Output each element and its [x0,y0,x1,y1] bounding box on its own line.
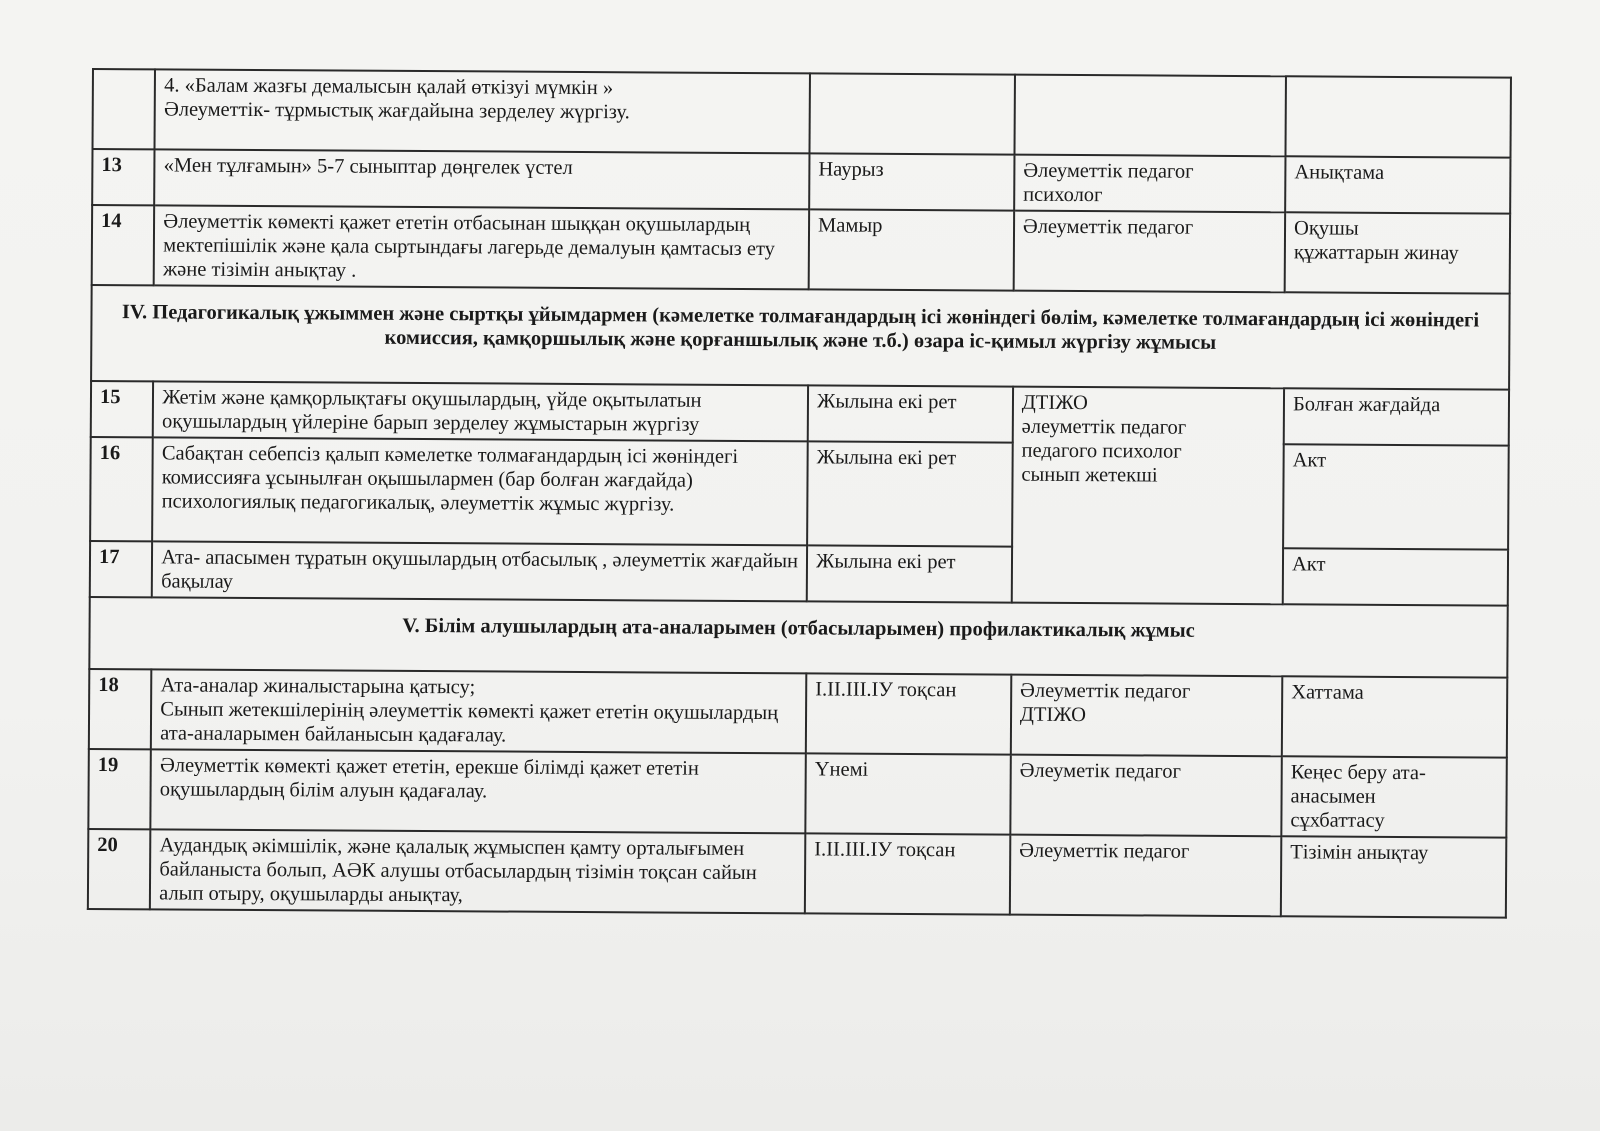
responsible-cell: Әлеуметтік педагог [1010,835,1282,917]
responsible-cell: Әлеуметтік педагог психолог [1014,155,1285,213]
responsible-cell [1014,75,1286,157]
table-row [90,437,1509,550]
task-cell: 4. «Балам жазғы демалысын қалай өткізуі мүмкін » Әлеуметтік- тұрмыстық жағдайына зерделеу жүргізу. [155,69,810,153]
result-cell: Хаттама [1282,676,1507,757]
result-cell: Акт [1283,444,1509,549]
time-cell: І.ІІ.ІІІ.ІУ тоқсан [806,673,1011,754]
table-row [90,541,1508,606]
task-cell: Әлеуметтік көмекті қажет ететін, ерекше білімді қажет ететін оқушылардың білім алуын қадағалау. [151,749,806,833]
task-cell: Аудандық әкімшілік, және қалалық жұмыспен қамту орталығымен байланыста болып, АӘК алушы отбасылардың тізімін тоқсан сайын алып отыру, оқушыларды анықтау, [150,829,805,913]
row-number-cell: 20 [88,829,151,909]
table-row [92,149,1510,214]
task-cell: Әлеуметтік көмекті қажет ететін отбасынан шыққан оқушылардың мектепішілік және қала сыртындағы лагерьде демалуын қамтасыз ету және тізімін анықтау . [154,205,809,289]
time-cell: Үнемі [805,753,1010,834]
row-number-cell: 19 [88,749,151,829]
task-cell: Ата-аналар жиналыстарына қатысу; Сынып жетекшілерінің әлеуметтік көмекті қажет ететін оқушылардың ата-аналарымен байланысын қадағалау. [151,669,806,753]
task-cell: «Мен тұлғамын» 5-7 сыныптар дөңгелек үстел [154,149,809,209]
task-cell: Ата- апасымен тұратын оқушылардың отбасылық , әлеуметтік жағдайын бақылау [152,541,807,601]
result-cell: Тізімін анықтау [1281,836,1506,917]
section-iv-title: IV. Педагогикалық ұжыммен және сыртқы ұйымдармен (кәмелетке толмағандардың ісі жөніндегі бөлім, кәмелетке толмағандардың ісі жөніндегі комиссия, қамқоршылық және қорғаншылық және т.б.) өзара іс-қимыл жүргізу жұмысы [91,285,1510,390]
row-number-cell: 16 [90,437,153,541]
task-cell: Сабақтан себепсіз қалып кәмелетке толмағандардың ісі жөніндегі комиссияға ұсынылған оқышылармен (бар болған жағдайда) психологиялық педагогикалық, әлеуметтік жұмыс жүргізу. [152,437,807,545]
table-row [91,381,1509,446]
time-cell: Жылына екі рет [808,385,1013,442]
row-number-cell: 18 [89,669,152,749]
result-cell: Болған жағдайда [1284,388,1509,445]
result-cell: Кеңес беру ата- анасымен сұхбаттасу [1281,756,1506,837]
table-row [93,69,1511,158]
row-number-cell [93,69,156,149]
result-cell: Оқушы құжаттарын жинау [1285,212,1510,293]
work-plan-table [87,68,1512,919]
row-number-cell: 14 [92,205,155,285]
table-row [89,669,1507,758]
shared-responsible-cell: ДТІЖО әлеуметтік педагог педагого психолог сынып жетекші [1012,387,1284,605]
time-cell: Мамыр [809,209,1014,290]
time-cell [810,73,1015,154]
time-cell: Наурыз [809,153,1014,210]
result-cell: Анықтама [1285,156,1510,213]
time-cell: І.ІІ.ІІІ.ІУ тоқсан [805,833,1010,914]
task-cell: Жетім және қамқорлықтағы оқушылардың, үйде оқытылатын оқушылардың үйлеріне барып зерделеу жұмыстарын жүргізу [153,381,808,441]
section-header-row [89,597,1507,678]
row-number-cell: 13 [92,149,155,205]
table-row [92,205,1510,294]
responsible-cell: Әлеуметтік педагог ДТІЖО [1011,675,1283,757]
time-cell: Жылына екі рет [807,441,1012,546]
section-header-row [91,285,1510,390]
table-row [88,749,1506,838]
row-number-cell: 15 [91,381,154,437]
result-cell: Акт [1283,548,1508,605]
responsible-cell: Әлеуметік педагог [1010,755,1282,837]
result-cell [1285,76,1510,157]
table-row [88,829,1506,918]
section-v-title: V. Білім алушылардың ата-аналарымен (отбасыларымен) профилактикалық жұмыс [89,597,1507,678]
responsible-cell: Әлеуметтік педагог [1014,211,1286,293]
time-cell: Жылына екі рет [807,545,1012,602]
row-number-cell: 17 [90,541,153,597]
